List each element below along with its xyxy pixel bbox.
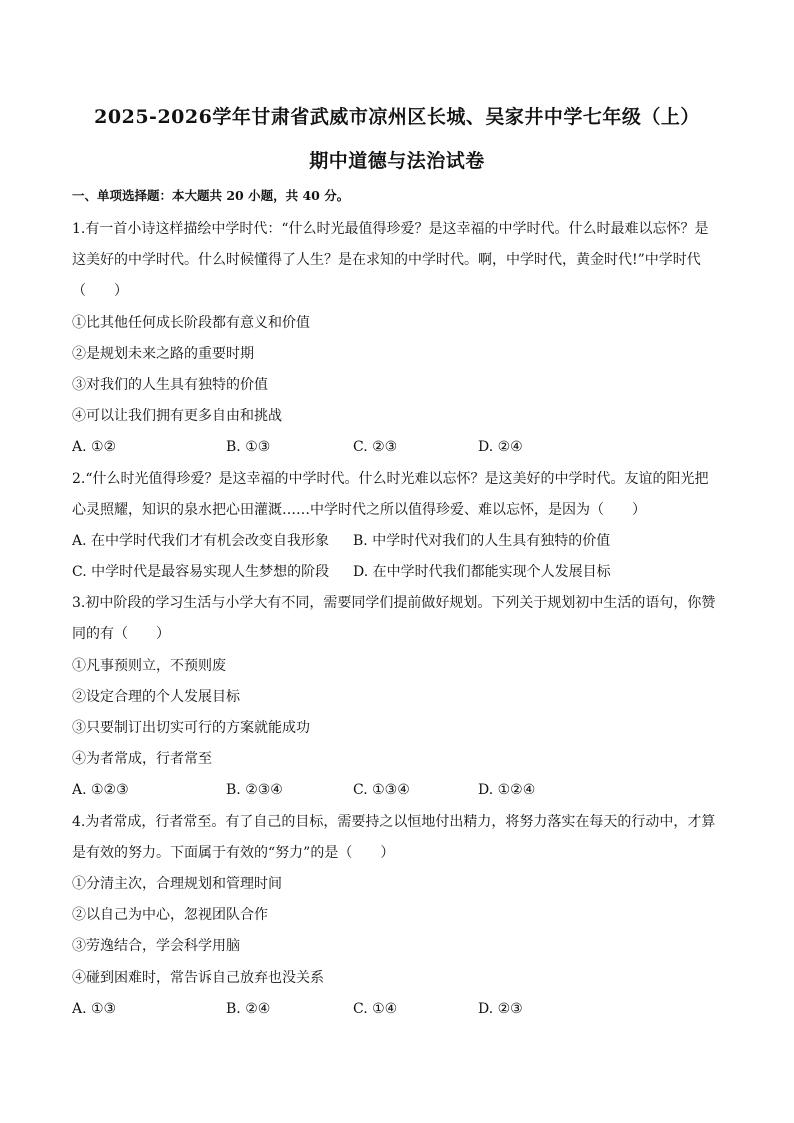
question-4: [72, 807, 722, 1025]
option-c: C. ①③④: [353, 782, 410, 799]
answer-options-row: [72, 557, 722, 588]
statement-item: ②以自己为中心，忽视团队合作: [72, 907, 268, 924]
answer-options: [72, 432, 722, 463]
exam-title-line-2: 期中道德与法治试卷: [309, 150, 485, 172]
question-stem-line: 2.“什么时光值得珍爱？是这幸福的中学时代。什么时光难以忘怀？是这美好的中学时代。友谊的阳光把: [72, 470, 709, 487]
question-stem-line: 3.初中阶段的学习生活与小学大有不同，需要同学们提前做好规划。下列关于规划初中生活的语句，你赞: [72, 595, 716, 612]
question-list: [72, 214, 722, 1025]
statement-item: ②设定合理的个人发展目标: [72, 688, 240, 705]
question-3: [72, 588, 722, 806]
option-d: D. ①②④: [478, 782, 536, 799]
question-stem-line: 是有效的努力。下面属于有效的“努力”的是（ ）: [72, 844, 395, 861]
option-b: B. ②④: [226, 1000, 271, 1017]
exam-title-line-1: 2025-2026学年甘肃省武威市凉州区长城、吴家井中学七年级（上）: [94, 106, 700, 128]
option-d: D. ②④: [478, 439, 523, 456]
statement-item: ③劳逸结合，学会科学用脑: [72, 938, 240, 955]
question-stem-line: 这美好的中学时代。什么时候懂得了人生？是在求知的中学时代。啊，中学时代，黄金时代!”中学时代: [72, 252, 701, 269]
answer-options: [72, 994, 722, 1025]
option-d: D. 在中学时代我们都能实现个人发展目标: [353, 564, 611, 581]
question-stem-line: 心灵照耀，知识的泉水把心田灌溉……中学时代之所以值得珍爱、难以忘怀，是因为（ ）: [72, 501, 646, 518]
option-a: A. ①③: [72, 1000, 117, 1017]
option-d: D. ②③: [478, 1000, 523, 1017]
answer-options-row: [72, 526, 722, 557]
question-stem-line: （ ）: [72, 283, 128, 300]
option-b: B. ①③: [226, 439, 271, 456]
question-stem-line: 4.为者常成，行者常至。有了自己的目标，需要持之以恒地付出精力，将努力落实在每天的行动中，才算: [72, 813, 716, 830]
statement-item: ④碰到困难时，常告诉自己放弃也没关系: [72, 969, 324, 986]
statement-item: ④为者常成，行者常至: [72, 751, 212, 768]
statement-item: ①凡事预则立，不预则废: [72, 657, 226, 674]
question-stem-line: 1.有一首小诗这样描绘中学时代：“什么时光最值得珍爱？是这幸福的中学时代。什么时最难以忘怀？是: [72, 221, 709, 237]
answer-options: [72, 775, 722, 806]
statement-item: ②是规划未来之路的重要时期: [72, 345, 254, 362]
statement-item: ③只要制订出切实可行的方案就能成功: [72, 720, 310, 736]
statement-item: ③对我们的人生具有独特的价值: [72, 376, 268, 393]
statement-item: ①分清主次，合理规划和管理时间: [72, 875, 282, 892]
statement-item: ①比其他任何成长阶段都有意义和价值: [72, 314, 310, 331]
option-a: A. ①②: [72, 439, 117, 456]
question-2: [72, 464, 722, 589]
option-c: C. ②③: [353, 439, 398, 456]
option-b: B. 中学时代对我们的人生具有独特的价值: [353, 532, 611, 549]
section-heading: 一、单项选择题：本大题共 20 小题，共 40 分。: [72, 188, 350, 203]
question-1: [72, 214, 722, 464]
question-stem-line: 同的有（ ）: [72, 626, 170, 643]
statement-item: ④可以让我们拥有更多自由和挑战: [72, 408, 282, 425]
option-c: C. ①④: [353, 1000, 398, 1017]
option-a: A. 在中学时代我们才有机会改变自我形象: [72, 532, 330, 549]
option-b: B. ②③④: [226, 782, 283, 799]
option-c: C. 中学时代是最容易实现人生梦想的阶段: [72, 564, 330, 581]
option-a: A. ①②③: [72, 782, 129, 799]
